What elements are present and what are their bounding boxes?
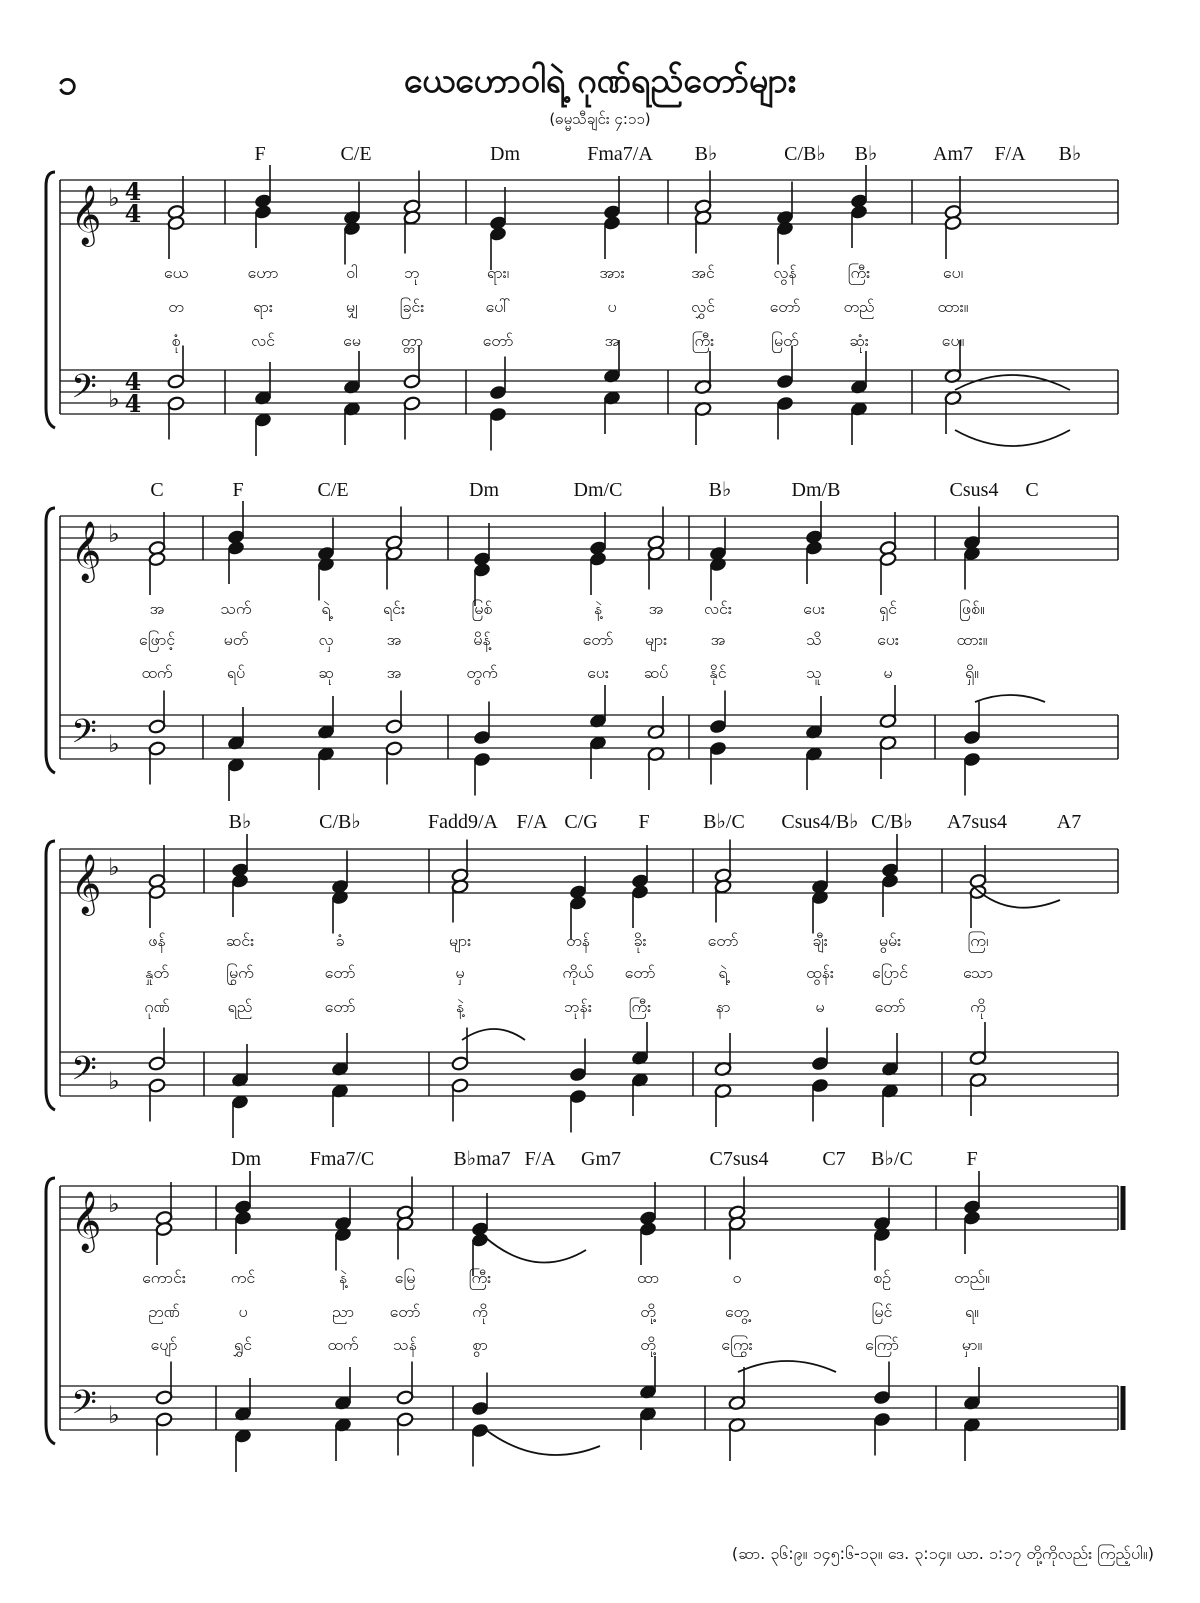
lyric-syllable: ပေး: [803, 599, 825, 618]
lyric-syllable: တော်: [624, 963, 656, 982]
lyric-syllable: ထား။: [956, 630, 988, 649]
lyric-syllable: ခိုး: [633, 931, 647, 950]
chord-symbol: C7: [822, 1148, 846, 1170]
system-bracket: [46, 508, 55, 773]
lyric-syllable: ကြီး: [628, 997, 652, 1016]
lyric-syllable: ကြွေး: [721, 1335, 753, 1354]
chord-symbol: F: [232, 479, 244, 501]
key-signature-flat-icon: ♭: [108, 730, 120, 758]
lyric-syllable: ဝါ: [346, 263, 358, 282]
lyric-syllable: ရည်: [227, 997, 253, 1016]
chord-symbol: Fma7/A: [587, 143, 653, 165]
lyric-syllable: ကို: [970, 997, 986, 1016]
lyric-syllable: ချီး: [812, 931, 828, 950]
chord-symbol: C/B♭: [784, 143, 826, 165]
lyric-syllable: တော်: [324, 963, 356, 982]
hymn-number: ၁: [58, 63, 78, 103]
lyric-syllable: အ: [710, 630, 726, 649]
lyric-syllable: နဲ့: [593, 599, 603, 618]
lyric-syllable: ကြော်: [865, 1335, 899, 1354]
slur: [955, 430, 1070, 446]
lyric-syllable: ကိုယ်: [562, 963, 594, 982]
lyric-syllable: ရွှင်: [233, 1335, 253, 1354]
lyric-syllable: ရှိ။: [964, 663, 980, 682]
system-bracket: [46, 1178, 55, 1444]
lyric-syllable: တော်: [707, 931, 739, 950]
chord-symbol: Dm: [231, 1148, 261, 1170]
bass-clef-icon: 𝄢: [71, 1050, 97, 1096]
lyric-syllable: ထက်: [141, 663, 173, 682]
lyric-syllable: ရဲ့: [718, 963, 728, 982]
lyric-syllable: မြတ်: [771, 331, 799, 350]
lyric-syllable: တော်: [324, 997, 356, 1016]
lyric-syllable: နဲ့: [455, 997, 465, 1016]
lyric-syllable: ထား။: [937, 297, 969, 316]
treble-clef-icon: 𝄞: [70, 185, 102, 245]
chord-symbol: F/A: [524, 1148, 556, 1170]
lyric-syllable: ဉာဏ်: [148, 1302, 180, 1321]
lyric-syllable: အ: [386, 663, 402, 682]
lyric-syllable: ကို: [472, 1302, 488, 1321]
chord-symbol: Dm: [469, 479, 499, 501]
chord-symbol: B♭/C: [871, 1148, 913, 1170]
treble-clef-icon: 𝄞: [70, 1191, 102, 1251]
lyric-syllable: တွက်: [466, 663, 498, 682]
chord-symbol: B♭: [708, 479, 732, 501]
chord-symbol: Csus4: [949, 479, 999, 501]
chord-symbol: B♭: [228, 811, 252, 833]
chord-symbol: F: [638, 811, 650, 833]
lyric-syllable: မေ: [343, 331, 361, 350]
chord-symbol: C/G: [564, 811, 598, 833]
lyric-syllable: ဖြစ်။: [959, 599, 985, 618]
lyric-syllable: နိုင်: [709, 663, 727, 682]
slur: [955, 375, 1070, 390]
lyric-syllable: များ: [644, 630, 668, 649]
lyric-syllable: ပေ။: [941, 331, 965, 350]
chord-symbol: C/E: [317, 479, 349, 501]
lyric-syllable: နဲ့: [338, 1268, 348, 1287]
lyric-syllable: သက်: [220, 599, 252, 618]
lyric-syllable: ပ: [607, 297, 617, 316]
lyric-syllable: ပေ၊: [942, 263, 964, 282]
bass-clef-icon: 𝄢: [71, 368, 97, 414]
lyric-syllable: ရပ်: [226, 663, 246, 682]
slur: [738, 1361, 836, 1372]
lyric-syllable: မွမ်း: [878, 931, 902, 950]
lyric-syllable: ကြီး: [691, 331, 715, 350]
lyric-syllable: တ: [168, 297, 184, 316]
lyric-syllable: တို့: [640, 1335, 656, 1354]
chord-symbol: B♭ma7: [453, 1148, 511, 1170]
lyric-syllable: မိန့်: [473, 630, 491, 649]
chord-symbol: C: [1025, 479, 1039, 501]
hymn-title: ယေဟောဝါရဲ့ ဂုဏ်ရည်တော်များ: [403, 61, 797, 101]
lyric-syllable: ရား: [253, 297, 273, 316]
lyric-syllable: တန်: [566, 931, 590, 950]
lyric-syllable: ကောင်း: [142, 1268, 186, 1287]
chord-symbol: Fma7/C: [309, 1148, 375, 1170]
lyric-syllable: တော်: [769, 297, 801, 316]
lyric-syllable: စဉ်: [873, 1268, 891, 1287]
lyric-syllable: ဖန်: [148, 931, 166, 950]
lyric-syllable: မြွက်: [226, 963, 254, 982]
lyric-syllable: နှုတ်: [145, 963, 169, 982]
key-signature-flat-icon: ♭: [108, 853, 120, 881]
chord-symbol: C/B♭: [871, 811, 913, 833]
chord-symbol: C/B♭: [319, 811, 361, 833]
lyric-syllable: ပေး: [587, 663, 609, 682]
lyric-syllable: ပ: [238, 1302, 248, 1321]
lyric-syllable: ထက်: [327, 1335, 359, 1354]
chord-symbol: Dm/C: [573, 479, 623, 501]
lyric-syllable: တော်: [482, 331, 514, 350]
lyric-syllable: အ: [149, 599, 165, 618]
lyric-syllable: တွေ့: [724, 1302, 750, 1321]
chord-symbol: B♭/C: [703, 811, 745, 833]
chord-symbol: C7sus4: [709, 1148, 769, 1170]
lyric-syllable: ဆင်း: [225, 931, 255, 950]
lyric-syllable: ကင်: [230, 1268, 256, 1287]
lyric-syllable: ဘု: [404, 263, 420, 282]
scripture-reference: (ဓမ္မသီချင်း ၄:၁၁): [549, 110, 651, 128]
key-signature-flat-icon: ♭: [108, 520, 120, 548]
lyric-syllable: ပေး: [877, 630, 899, 649]
slur: [975, 695, 1045, 702]
lyric-syllable: အ: [648, 599, 664, 618]
chord-symbol: F: [966, 1148, 978, 1170]
lyric-syllable: မြေ: [394, 1268, 416, 1287]
lyric-syllable: ထာ: [636, 1268, 660, 1287]
lyric-syllable: ဟော: [247, 263, 279, 282]
lyric-syllable: ရင်း: [382, 599, 406, 618]
chord-symbol: B♭: [694, 143, 718, 165]
lyric-syllable: ထွန်း: [806, 963, 834, 982]
time-signature-top: 4: [124, 177, 142, 206]
lyric-syllable: လင်: [251, 331, 275, 350]
chord-symbol: Gm7: [581, 1148, 621, 1170]
lyric-syllable: အ: [386, 630, 402, 649]
chord-symbol: B♭: [854, 143, 878, 165]
lyric-syllable: မ: [883, 663, 893, 682]
lyric-syllable: ရှင်: [878, 599, 898, 618]
lyric-syllable: မှာ။: [961, 1335, 983, 1354]
lyric-syllable: လွန်: [773, 263, 797, 282]
slur: [486, 1238, 586, 1263]
lyric-syllable: တော်: [389, 1302, 421, 1321]
chord-symbol: F/A: [516, 811, 548, 833]
treble-clef-icon: 𝄞: [70, 521, 102, 581]
lyric-syllable: နာ: [715, 997, 731, 1016]
chord-symbol: A7sus4: [946, 811, 1008, 833]
key-signature-flat-icon: ♭: [108, 385, 120, 413]
lyric-syllable: မျှ: [345, 297, 359, 316]
lyric-syllable: သိ: [806, 630, 822, 649]
lyric-syllable: ဖြောင့်: [138, 630, 176, 649]
lyric-syllable: တော်: [582, 630, 614, 649]
lyric-syllable: သော: [962, 963, 994, 982]
footnote: (ဆာ. ၃၆:၉။ ၁၄၅:၆-၁၃။ ဒေ. ၃:၁၄။ ယာ. ၁:၁၇ တို့ကိုလည်း ကြည့်ပါ။): [731, 1544, 1154, 1563]
lyric-syllable: ဂုဏ်: [144, 997, 170, 1016]
slur: [486, 1430, 600, 1455]
lyric-syllable: ခံ: [335, 931, 345, 950]
chord-symbol: A7: [1056, 811, 1082, 833]
bass-clef-icon: 𝄢: [71, 713, 97, 759]
lyric-syllable: ကြီး: [847, 263, 871, 282]
bass-clef-icon: 𝄢: [71, 1384, 97, 1430]
lyric-syllable: သူ: [806, 663, 822, 682]
lyric-syllable: အင်: [691, 263, 715, 282]
lyric-syllable: ပျော်: [150, 1335, 178, 1354]
chord-symbol: C: [150, 479, 164, 501]
chord-symbol: Am7: [933, 143, 973, 165]
key-signature-flat-icon: ♭: [108, 1401, 120, 1429]
lyric-syllable: မြစ်: [471, 599, 493, 618]
system-bracket: [46, 841, 55, 1110]
lyric-syllable: လင်း: [704, 599, 732, 618]
chord-symbol: F: [254, 143, 266, 165]
lyric-syllable: ပြောင်: [871, 963, 909, 982]
lyric-syllable: သန်: [393, 1335, 417, 1354]
slur: [975, 888, 1060, 908]
slur: [462, 1029, 525, 1040]
lyric-syllable: ယေ: [163, 263, 189, 282]
lyric-syllable: တို့: [640, 1302, 656, 1321]
time-signature-bottom: 4: [124, 199, 142, 228]
key-signature-flat-icon: ♭: [108, 1067, 120, 1095]
treble-clef-icon: 𝄞: [70, 854, 102, 914]
lyric-syllable: ဆပ်: [643, 663, 669, 682]
chord-symbol: B♭: [1058, 143, 1082, 165]
lyric-syllable: ရား၊: [486, 263, 510, 282]
lyric-syllable: မှ: [455, 963, 465, 982]
system-bracket: [46, 172, 55, 428]
chord-symbol: Csus4/B♭: [781, 811, 859, 833]
lyric-syllable: ဆုံး: [849, 331, 869, 350]
lyric-syllable: လှ: [318, 630, 334, 649]
lyric-syllable: ဆု: [318, 663, 334, 682]
lyric-syllable: များ: [448, 931, 472, 950]
lyric-syllable: ဝ: [732, 1268, 742, 1287]
lyric-syllable: ရဲ့: [321, 599, 331, 618]
time-signature-top: 4: [124, 367, 142, 396]
lyric-syllable: စုံ: [171, 331, 181, 350]
lyric-syllable: မ: [815, 997, 825, 1016]
key-signature-flat-icon: ♭: [108, 184, 120, 212]
lyric-syllable: တော်: [874, 997, 906, 1016]
chord-symbol: Dm: [490, 143, 520, 165]
chord-symbol: Fadd9/A: [428, 811, 498, 833]
lyric-syllable: တည်: [843, 297, 875, 316]
lyric-syllable: ဘုန်း: [564, 997, 592, 1016]
lyric-syllable: အား: [599, 263, 625, 282]
key-signature-flat-icon: ♭: [108, 1190, 120, 1218]
lyric-syllable: ပေါ်: [485, 297, 511, 316]
lyric-syllable: ကြ၊: [967, 931, 989, 950]
lyric-syllable: မြင်: [871, 1302, 893, 1321]
lyric-syllable: လွှင်: [691, 297, 715, 316]
chord-symbol: C/E: [340, 143, 372, 165]
lyric-syllable: တည်။: [954, 1268, 990, 1287]
lyric-syllable: မတ်: [223, 630, 249, 649]
lyric-syllable: အ: [604, 331, 620, 350]
lyric-syllable: စွာ: [472, 1335, 488, 1354]
lyric-syllable: တ္တာ: [400, 331, 424, 350]
chord-symbol: Dm/B: [791, 479, 841, 501]
time-signature-bottom: 4: [124, 389, 142, 418]
chord-symbol: F/A: [994, 143, 1026, 165]
lyric-syllable: ညာ: [331, 1302, 355, 1321]
lyric-syllable: ရ။: [964, 1302, 980, 1321]
lyric-syllable: ခြင်း: [399, 297, 425, 316]
lyric-syllable: ကြီး: [468, 1268, 492, 1287]
